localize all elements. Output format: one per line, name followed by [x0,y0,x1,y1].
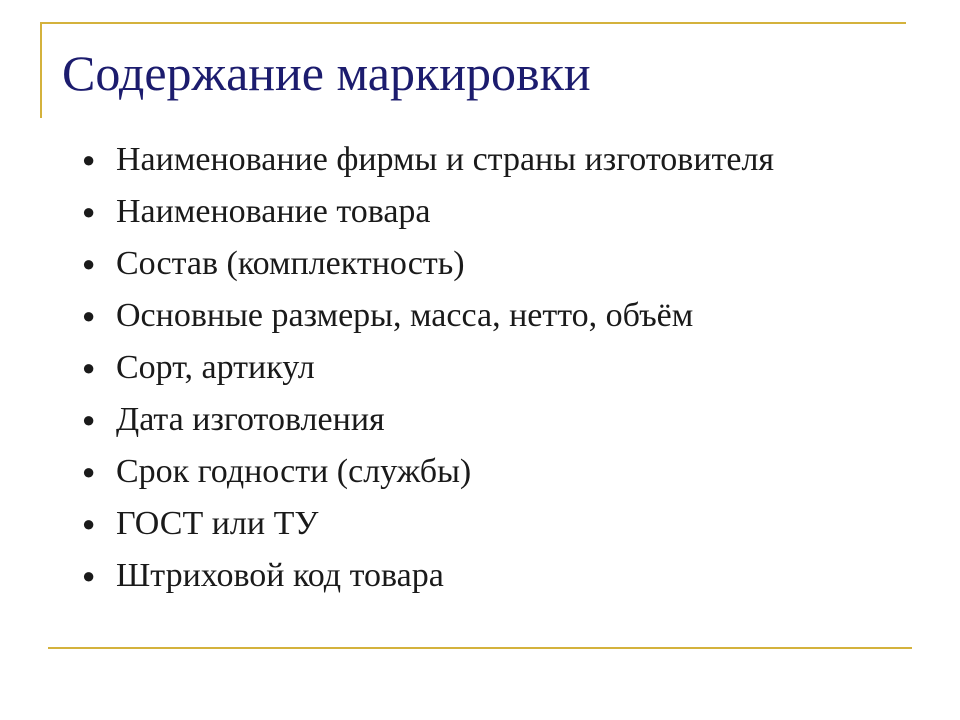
bullet-icon: ● [82,199,96,224]
bullet-list [82,138,902,606]
list-item-text: ГОСТ или ТУ [116,505,319,542]
bullet-icon: ● [82,563,96,588]
list-item-text: Основные размеры, масса, нетто, объём [116,297,694,334]
list-item [82,190,902,233]
list-item [82,138,902,181]
list-item-text: Дата изготовления [116,401,385,438]
list-item-text: Состав (комплектность) [116,245,465,282]
bullet-icon: ● [82,147,96,172]
top-accent-rule [40,22,906,24]
list-item [82,398,902,441]
bullet-icon: ● [82,303,96,328]
slide-title: Содержание маркировки [62,45,591,101]
list-item-text: Наименование фирмы и страны изготовителя [116,141,775,178]
list-item [82,346,902,389]
list-item [82,294,902,337]
bullet-icon: ● [82,511,96,536]
bullet-icon: ● [82,459,96,484]
bullet-icon: ● [82,251,96,276]
bullet-icon: ● [82,407,96,432]
list-item [82,242,902,285]
list-item-text: Срок годности (службы) [116,453,472,490]
bottom-accent-rule [48,647,912,649]
list-item [82,502,902,545]
list-item [82,450,902,493]
list-item-text: Наименование товара [116,193,431,230]
left-accent-rule [40,22,42,118]
list-item [82,554,902,597]
list-item-text: Штриховой код товара [116,557,444,594]
bullet-icon: ● [82,355,96,380]
list-item-text: Сорт, артикул [116,349,315,386]
